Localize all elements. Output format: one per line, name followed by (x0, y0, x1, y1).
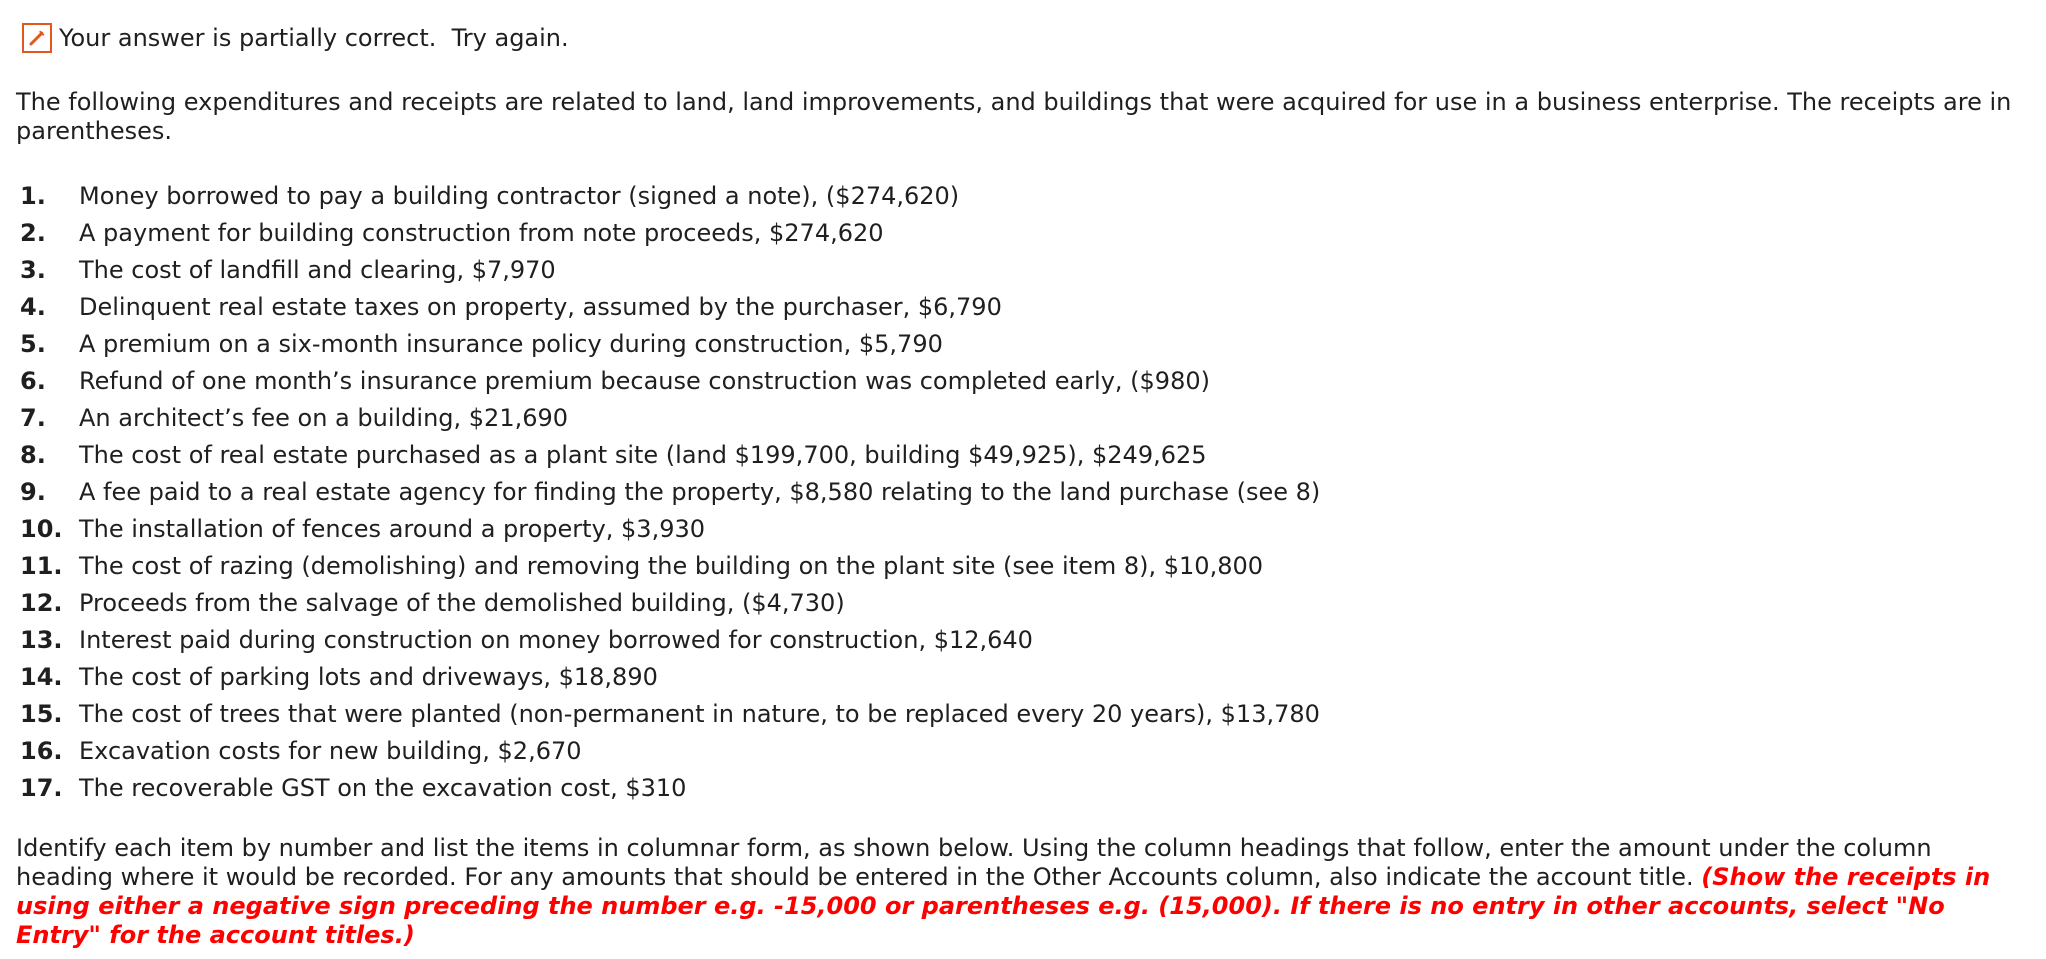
list-item (20, 474, 2010, 511)
list-item (20, 622, 2010, 659)
item-number: 16. (20, 737, 63, 765)
pencil-icon (22, 23, 52, 53)
instructions-text: Identify each item by number and list the items in columnar form, as shown below. Using the column headings that follow, enter the amount under the column heading where it would be recorded. For any amounts that should be entered in the Other Accounts column, also indicate the account title. (16, 834, 1932, 891)
item-text: Money borrowed to pay a building contractor (signed a note), ($274,620) (79, 182, 960, 210)
question-intro: The following expenditures and receipts are related to land, land improvements, and buildings that were acquired for use in a business enterprise. The receipts are in parentheses. (16, 88, 2012, 145)
item-text: The cost of real estate purchased as a plant site (land $199,700, building $49,925), $249,625 (79, 441, 1207, 469)
instructions (16, 834, 2032, 950)
item-number: 11. (20, 552, 63, 580)
item-text: A payment for building construction from note proceeds, $274,620 (79, 219, 884, 247)
item-text: Interest paid during construction on money borrowed for construction, $12,640 (79, 626, 1033, 654)
list-item (20, 252, 2010, 289)
item-number: 10. (20, 515, 63, 543)
item-number: 6. (20, 367, 46, 395)
instructions-note: (Show the receipts in using either a negative sign preceding the number e.g. -15,000 or parentheses e.g. (15,000). If there is no entry in other accounts, select "No Entry" for the account titles.) (16, 863, 1991, 949)
list-item (20, 400, 2010, 437)
list-item (20, 178, 2010, 215)
list-item (20, 326, 2010, 363)
item-text: The cost of razing (demolishing) and removing the building on the plant site (see item 8), $10,800 (79, 552, 1264, 580)
status-message: Your answer is partially correct. Try again. (59, 24, 569, 52)
item-number: 7. (20, 404, 46, 432)
item-text: The cost of parking lots and driveways, $18,890 (79, 663, 658, 691)
item-number: 3. (20, 256, 46, 284)
item-text: Refund of one month’s insurance premium because construction was completed early, ($980) (79, 367, 1210, 395)
item-text: The recoverable GST on the excavation cost, $310 (79, 774, 687, 802)
item-text: An architect’s fee on a building, $21,690 (79, 404, 569, 432)
item-text: The cost of landfill and clearing, $7,970 (79, 256, 556, 284)
item-number: 17. (20, 774, 63, 802)
item-number: 9. (20, 478, 46, 506)
list-item (20, 733, 2010, 770)
list-item (20, 363, 2010, 400)
item-number: 1. (20, 182, 46, 210)
item-number: 15. (20, 700, 63, 728)
item-text: Delinquent real estate taxes on property, assumed by the purchaser, $6,790 (79, 293, 1002, 321)
list-item (20, 437, 2010, 474)
list-item (20, 511, 2010, 548)
item-text: The cost of trees that were planted (non-permanent in nature, to be replaced every 20 years), $13,780 (79, 700, 1320, 728)
item-number: 4. (20, 293, 46, 321)
item-number: 5. (20, 330, 46, 358)
list-item (20, 696, 2010, 733)
item-text: The installation of fences around a property, $3,930 (79, 515, 706, 543)
item-text: Proceeds from the salvage of the demolished building, ($4,730) (79, 589, 845, 617)
expenditure-list (20, 178, 2010, 807)
list-item (20, 289, 2010, 326)
list-item (20, 770, 2010, 807)
item-number: 14. (20, 663, 63, 691)
list-item (20, 215, 2010, 252)
item-number: 2. (20, 219, 46, 247)
item-number: 13. (20, 626, 63, 654)
list-item (20, 659, 2010, 696)
item-text: A fee paid to a real estate agency for finding the property, $8,580 relating to the land purchase (see 8) (79, 478, 1321, 506)
item-number: 12. (20, 589, 63, 617)
item-text: Excavation costs for new building, $2,670 (79, 737, 582, 765)
list-item (20, 585, 2010, 622)
item-number: 8. (20, 441, 46, 469)
answer-status (22, 22, 569, 54)
list-item (20, 548, 2010, 585)
item-text: A premium on a six-month insurance policy during construction, $5,790 (79, 330, 943, 358)
